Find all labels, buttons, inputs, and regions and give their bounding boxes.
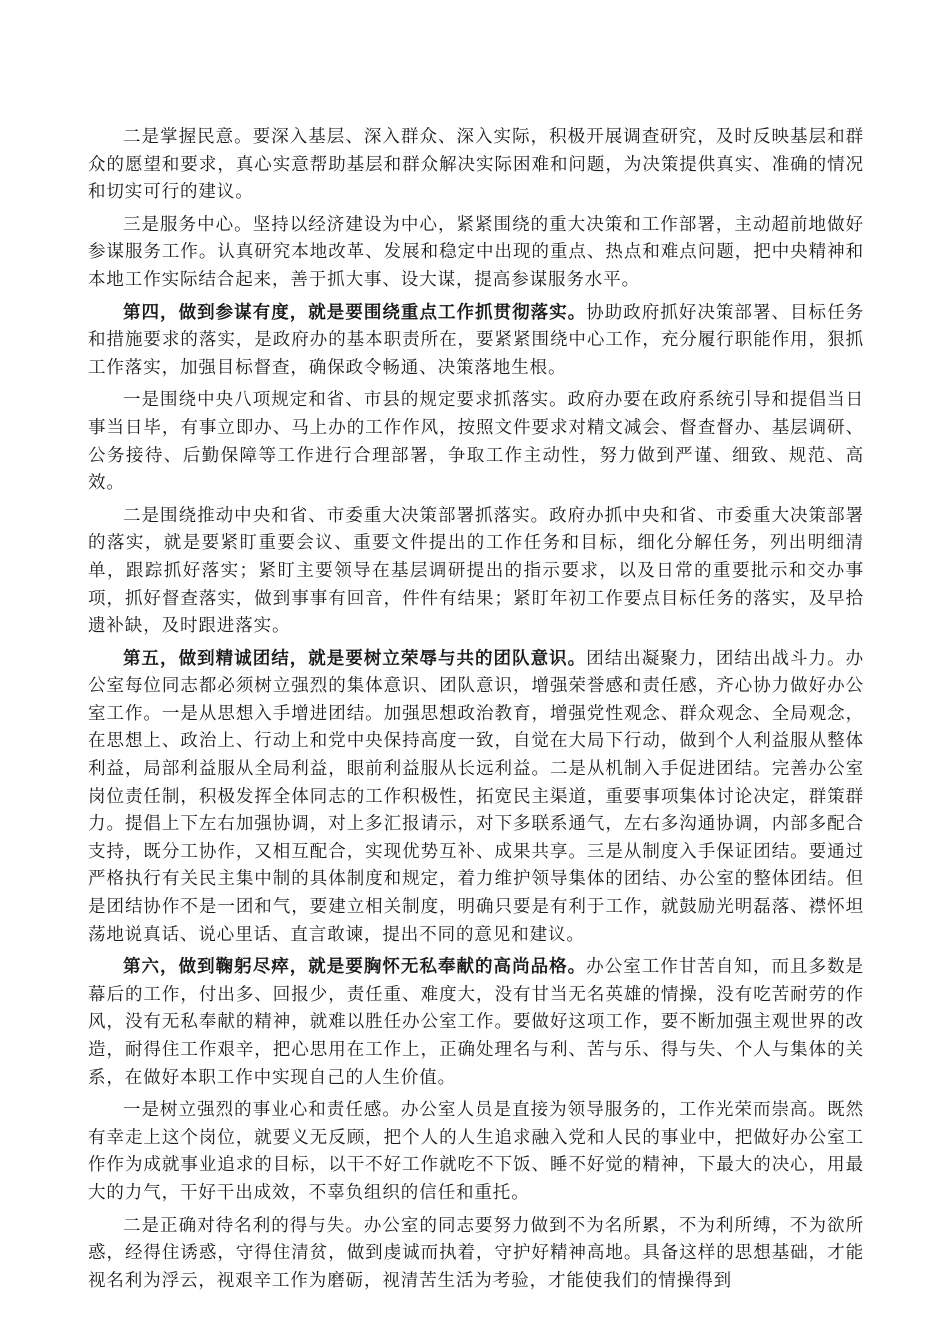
paragraph	[88, 646, 864, 950]
paragraph-text: 一是树立强烈的事业心和责任感。办公室人员是直接为领导服务的，工作光荣而崇高。既然有幸走上这个岗位，就要义无反顾，把个人的人生追求融入党和人民的事业中，把做好办公室工作作为成就事业追求的目标，以干不好工作就吃不下饭、睡不好觉的精神，下最大的决心，用最大的力气，干好干出成效，不辜负组织的信任和重托。	[88, 1100, 864, 1203]
paragraph-text: 二是正确对待名利的得与失。办公室的同志要努力做到不为名所累，不为利所缚，不为欲所惑，经得住诱惑，守得住清贫，做到虔诚而执着，守护好精神高地。具备这样的思想基础，才能视名利为浮云，视艰辛工作为磨砺，视清苦生活为考验，才能使我们的情操得到	[88, 1215, 864, 1291]
paragraph	[88, 1097, 864, 1207]
paragraph-lead: 第五，做到精诚团结，就是要树立荣辱与共的团队意识。	[123, 648, 587, 669]
paragraph-text: 协助政府抓好决策部署、目标任务和措施要求的落实，是政府办的基本职责所在，要紧紧围绕中心工作，充分履行职能作用，狠抓工作落实，加强目标督查，确保政令畅通、决策落地生根。	[88, 302, 864, 378]
paragraph-lead: 第六，做到鞠躬尽瘁，就是要胸怀无私奉献的高尚品格。	[123, 957, 587, 978]
document-body	[88, 124, 864, 1300]
paragraph-text: 团结出凝聚力，团结出战斗力。办公室每位同志都必须树立强烈的集体意识、团队意识，增强荣誉感和责任感，齐心协力做好办公室工作。一是从思想入手增进团结。加强思想政治教育，增强党性观念、群众观念、全局观念，在思想上、政治上、行动上和党中央保持高度一致，自觉在大局下行动，做到个人利益服从整体利益，局部利益服从全局利益，眼前利益服从长远利益。二是从机制入手促进团结。完善办公室岗位责任制，积极发挥全体同志的工作积极性，拓宽民主渠道，重要事项集体讨论决定，群策群力。提倡上下左右加强协调，对上多汇报请示，对下多联系通气，左右多沟通协调，内部多配合支持，既分工协作，又相互配合，实现优势互补、成果共享。三是从制度入手保证团结。要通过严格执行有关民主集中制的具体制度和规定，着力维护领导集体的团结、办公室的整体团结。但是团结协作不是一团和气，要建立相关制度，明确只要是有利于工作，就鼓励光明磊落、襟怀坦荡地说真话、说心里话、直言敢谏，提出不同的意见和建议。	[88, 648, 864, 945]
paragraph	[88, 1213, 864, 1296]
paragraph	[88, 300, 864, 383]
paragraph-text: 三是服务中心。坚持以经济建设为中心，紧紧围绕的重大决策和工作部署，主动超前地做好参谋服务工作。认真研究本地改革、发展和稳定中出现的重点、热点和难点问题，把中央精神和本地工作实际结合起来，善于抓大事、设大谋，提高参谋服务水平。	[88, 214, 864, 290]
paragraph-text: 二是围绕推动中央和省、市委重大决策部署抓落实。政府办抓中央和省、市委重大决策部署的落实，就是要紧盯重要会议、重要文件提出的工作任务和目标，细化分解任务，列出明细清单，跟踪抓好落实；紧盯主要领导在基层调研提出的指示要求，以及日常的重要批示和交办事项，抓好督查落实，做到事事有回音，件件有结果；紧盯年初工作要点目标任务的落实，及早拾遗补缺，及时跟进落实。	[88, 505, 864, 637]
paragraph	[88, 503, 864, 641]
paragraph-lead: 第四，做到参谋有度，就是要围绕重点工作抓贯彻落实。	[123, 302, 587, 323]
paragraph	[88, 124, 864, 207]
paragraph-text: 二是掌握民意。要深入基层、深入群众、深入实际，积极开展调查研究，及时反映基层和群众的愿望和要求，真心实意帮助基层和群众解决实际困难和问题，为决策提供真实、准确的情况和切实可行的建议。	[88, 127, 864, 203]
paragraph	[88, 212, 864, 295]
paragraph	[88, 387, 864, 497]
paragraph-text: 办公室工作甘苦自知，而且多数是幕后的工作，付出多、回报少，责任重、难度大，没有甘当无名英雄的情操，没有吃苦耐劳的作风，没有无私奉献的精神，就难以胜任办公室工作。要做好这项工作，要不断加强主观世界的改造，耐得住工作艰辛，把心思用在工作上，正确处理名与利、苦与乐、得与失、个人与集体的关系，在做好本职工作中实现自己的人生价值。	[88, 957, 864, 1088]
paragraph	[88, 954, 864, 1092]
paragraph-text: 一是围绕中央八项规定和省、市县的规定要求抓落实。政府办要在政府系统引导和提倡当日事当日毕，有事立即办、马上办的工作作风，按照文件要求对精文减会、督查督办、基层调研、公务接待、后勤保障等工作进行合理部署，争取工作主动性，努力做到严谨、细致、规范、高效。	[88, 390, 864, 494]
